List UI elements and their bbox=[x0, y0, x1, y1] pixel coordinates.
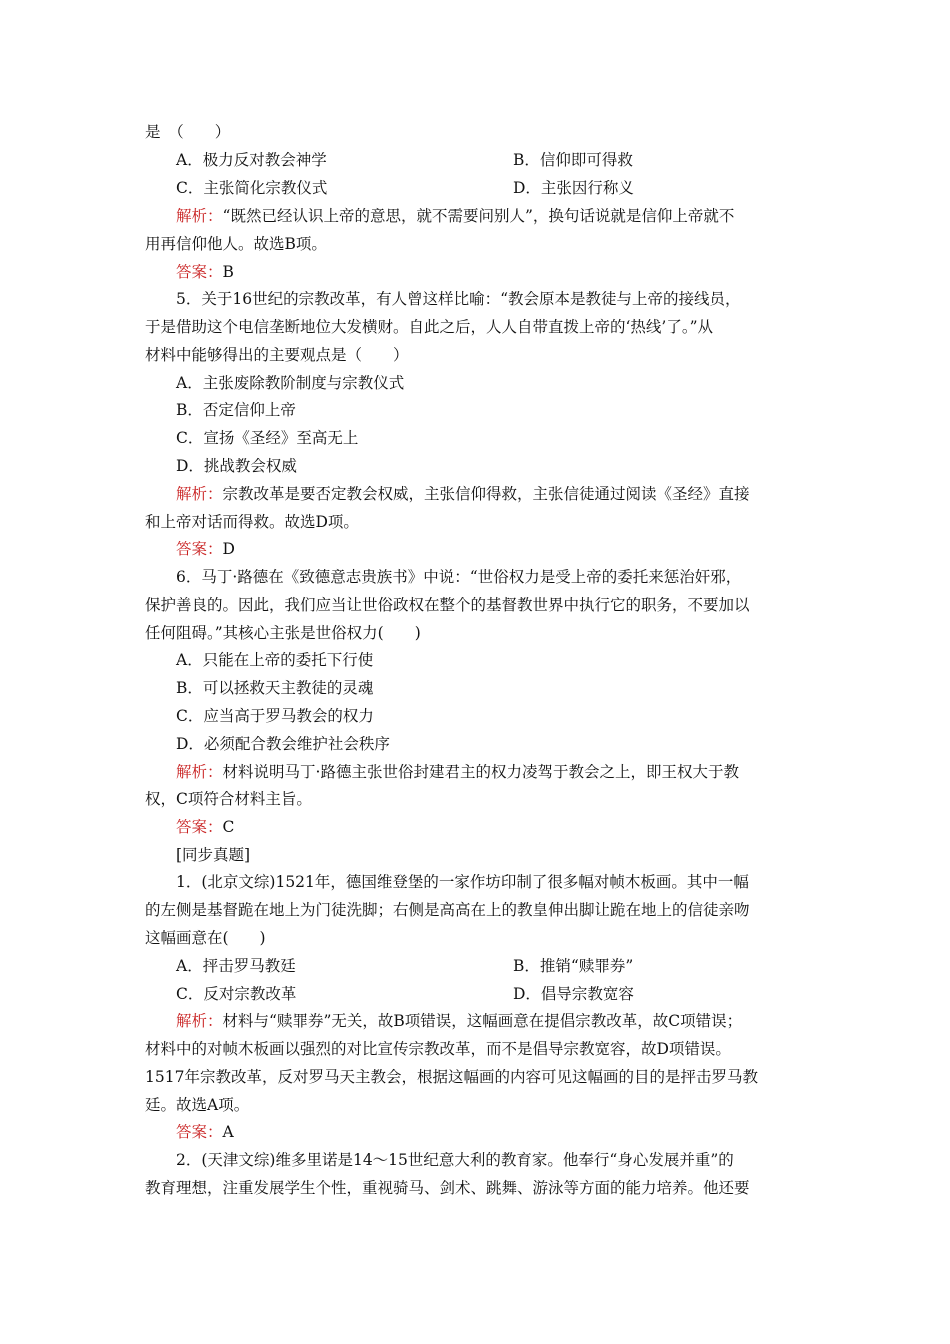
text-line: 用再信仰他人。故选B项。 bbox=[145, 235, 327, 253]
answer-value: C bbox=[222, 818, 235, 836]
question-1: 1．(北京文综)1521年，德国维登堡的一家作坊印制了很多幅对帧木板画。其中一幅 bbox=[176, 873, 749, 891]
analysis-label: 解析： bbox=[176, 485, 223, 503]
text-line: 保护善良的。因此，我们应当让世俗政权在整个的基督教世界中执行它的职务，不要加以 bbox=[145, 596, 750, 614]
answer-line bbox=[176, 262, 234, 282]
option-d: D．挑战教会权威 bbox=[176, 457, 297, 475]
option-a: A．抨击罗马教廷 bbox=[176, 957, 296, 975]
question-6: 6．马丁·路德在《致德意志贵族书》中说：“世俗权力是受上帝的委托来惩治奸邪， bbox=[176, 568, 742, 586]
answer-label: 答案： bbox=[176, 540, 223, 558]
answer-line bbox=[176, 1122, 234, 1142]
option-c: C．主张简化宗教仪式 bbox=[176, 179, 328, 197]
answer-label: 答案： bbox=[176, 1123, 223, 1141]
text-line: 材料中的对帧木板画以强烈的对比宣传宗教改革，而不是倡导宗教宽容，故D项错误。 bbox=[145, 1040, 731, 1058]
text-line: 1517年宗教改革，反对罗马天主教会，根据这幅画的内容可见这幅画的目的是抨击罗马教 bbox=[145, 1068, 758, 1086]
text-line: 于是借助这个电信垄断地位大发横财。自此之后，人人自带直拨上帝的‘热线’了。”从 bbox=[145, 318, 714, 336]
option-c: C．反对宗教改革 bbox=[176, 985, 297, 1003]
section-heading: [同步真题] bbox=[176, 846, 251, 864]
analysis-text: 材料说明马丁·路德主张世俗封建君主的权力凌驾于教会之上，即王权大于教 bbox=[222, 763, 739, 781]
option-a: A．极力反对教会神学 bbox=[176, 151, 327, 169]
analysis-label: 解析： bbox=[176, 763, 223, 781]
option-b: B．否定信仰上帝 bbox=[176, 401, 296, 419]
text-line: 教育理想，注重发展学生个性，重视骑马、剑术、跳舞、游泳等方面的能力培养。他还要 bbox=[145, 1179, 750, 1197]
option-d: D．主张因行称义 bbox=[513, 179, 634, 197]
option-a: A．只能在上帝的委托下行使 bbox=[176, 651, 374, 669]
analysis-line bbox=[176, 762, 739, 782]
option-c: C．宣扬《圣经》至高无上 bbox=[176, 429, 359, 447]
analysis-line bbox=[176, 484, 750, 504]
analysis-text: 宗教改革是要否定教会权威，主张信仰得救，主张信徒通过阅读《圣经》直接 bbox=[222, 485, 750, 503]
analysis-label: 解析： bbox=[176, 1012, 223, 1030]
analysis-line bbox=[176, 206, 734, 226]
option-b: B．可以拯救天主教徒的灵魂 bbox=[176, 679, 374, 697]
text-line: 的左侧是基督跪在地上为门徒洗脚；右侧是高高在上的教皇伸出脚让跪在地上的信徒亲吻 bbox=[145, 901, 750, 919]
text-line: 和上帝对话而得救。故选D项。 bbox=[145, 513, 359, 531]
text-line: 权，C项符合材料主旨。 bbox=[145, 790, 312, 808]
option-d: D．倡导宗教宽容 bbox=[513, 985, 634, 1003]
analysis-label: 解析： bbox=[176, 207, 223, 225]
option-b: B．信仰即可得救 bbox=[513, 151, 633, 169]
option-b: B．推销“赎罪券” bbox=[513, 957, 634, 975]
analysis-line bbox=[176, 1011, 742, 1031]
text-line: 廷。故选A项。 bbox=[145, 1096, 250, 1114]
answer-value: A bbox=[222, 1123, 234, 1141]
answer-value: D bbox=[222, 540, 235, 558]
text-line: 材料中能够得出的主要观点是（ ） bbox=[145, 346, 409, 364]
analysis-text: 材料与“赎罪券”无关，故B项错误，这幅画意在提倡宗教改革，故C项错误； bbox=[222, 1012, 743, 1030]
option-a: A．主张废除教阶制度与宗教仪式 bbox=[176, 374, 405, 392]
text-line: 任何阻碍。”其核心主张是世俗权力( ) bbox=[145, 624, 421, 642]
question-5: 5．关于16世纪的宗教改革，有人曾这样比喻：“教会原本是教徒与上帝的接线员， bbox=[176, 290, 741, 308]
answer-label: 答案： bbox=[176, 263, 223, 281]
option-d: D．必须配合教会维护社会秩序 bbox=[176, 735, 390, 753]
answer-label: 答案： bbox=[176, 818, 223, 836]
text-line: 这幅画意在( ) bbox=[145, 929, 266, 947]
text-line: 是 （ ） bbox=[145, 123, 231, 141]
answer-value: B bbox=[222, 263, 234, 281]
option-c: C．应当高于罗马教会的权力 bbox=[176, 707, 374, 725]
question-2: 2．(天津文综)维多里诺是14～15世纪意大利的教育家。他奉行“身心发展并重”的 bbox=[176, 1151, 734, 1169]
analysis-text: “既然已经认识上帝的意思，就不需要问别人”，换句话说就是信仰上帝就不 bbox=[222, 207, 735, 225]
answer-line bbox=[176, 539, 235, 559]
answer-line bbox=[176, 817, 234, 837]
